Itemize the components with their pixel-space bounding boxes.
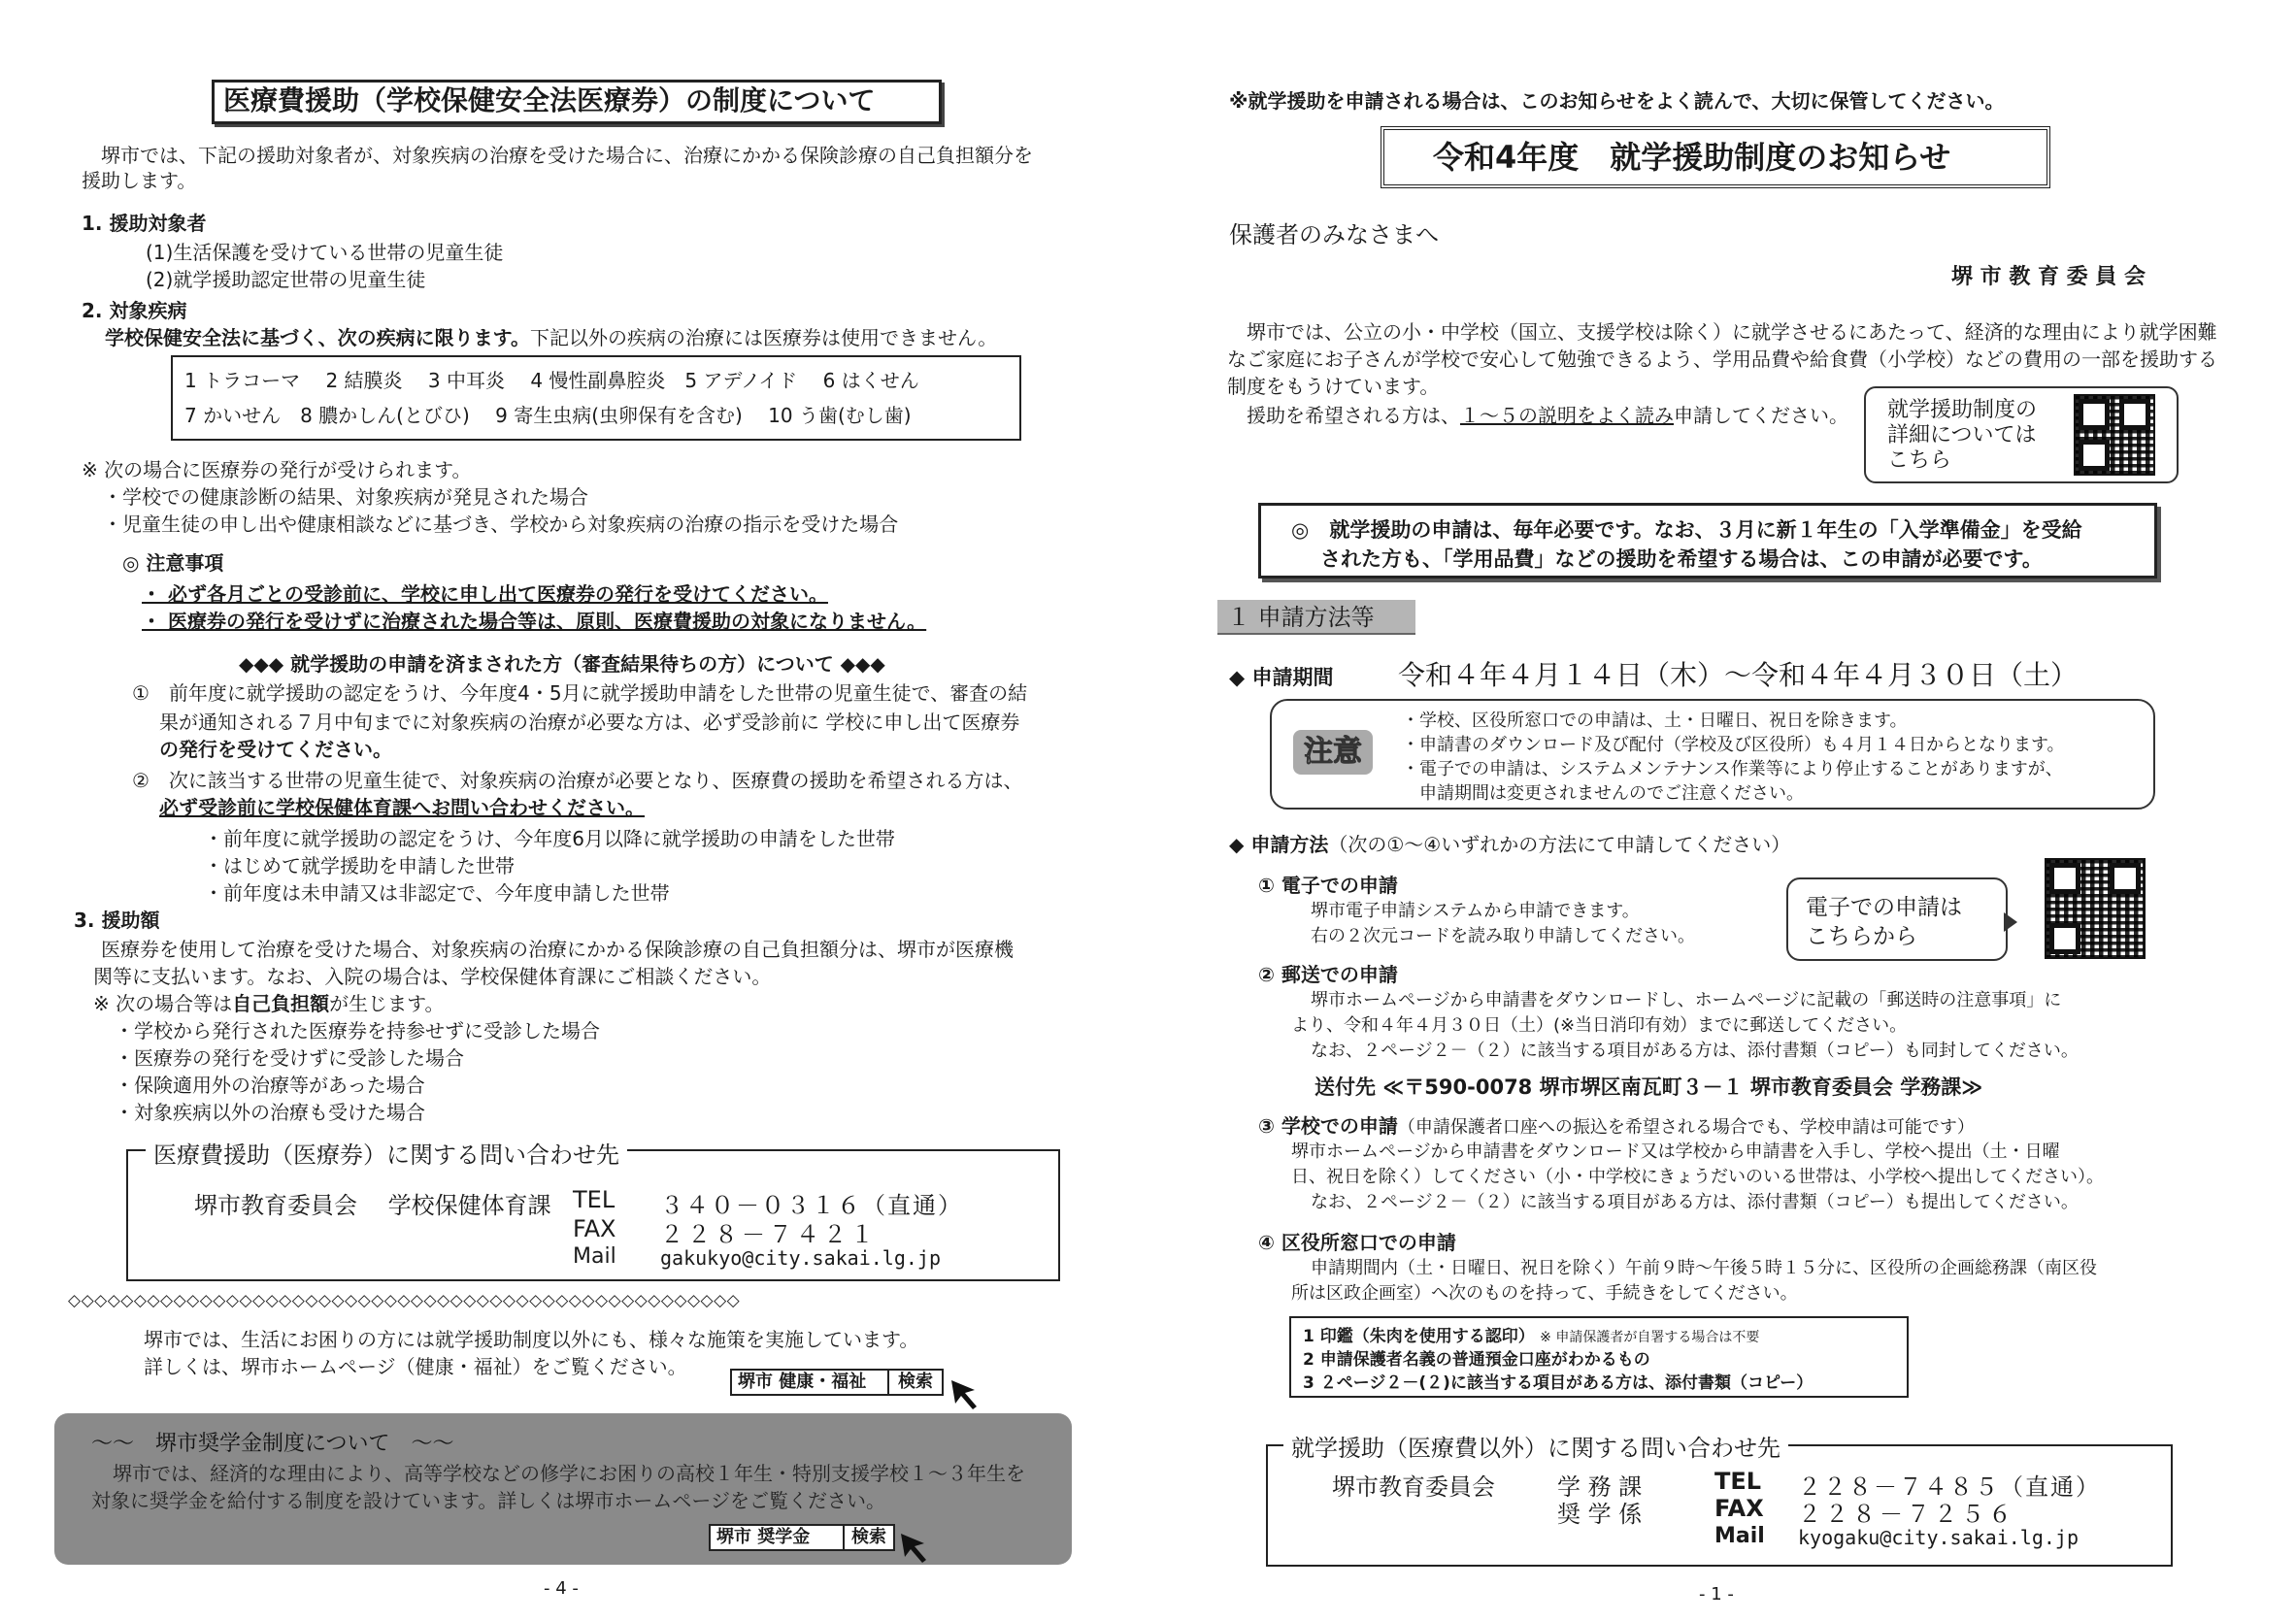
caution-badge: 注意 [1293, 730, 1373, 775]
method-note: （次の①～④いずれかの方法にて申請してください） [1328, 833, 1791, 856]
important-line-2: された方も、「学用品費」などの援助を希望する場合は、この申請が必要です。 [1320, 547, 2043, 571]
detail-link-line-1: 就学援助制度の [1887, 398, 2038, 422]
m3-heading-note: （申請保護者口座への振込を希望される場合でも、学校申請は可能です） [1397, 1117, 1975, 1138]
s3-item-3: ・保険適用外の治療等があった場合 [115, 1074, 425, 1097]
health-search-button[interactable]: 検索 [898, 1372, 933, 1392]
s3-item-1: ・学校から発行された医療券を持参せずに受診した場合 [115, 1019, 600, 1042]
s1-item-2: (2)就学援助認定世帯の児童生徒 [146, 268, 426, 291]
required-item-1-text: 1 印鑑（朱肉を使用する認印） [1303, 1327, 1535, 1346]
caution-line-4: 申請期間は変更されませんのでご注意ください。 [1402, 783, 1804, 804]
important-line-1: ◎ 就学援助の申請は、毎年必要です。なお、３月に新１年生の「入学準備金」を受給 [1291, 518, 2082, 542]
m4-line-1: 申請期間内（土・日曜日、祝日を除く）午前９時～午後５時１５分に、区役所の企画総務課（南区役 [1311, 1258, 2097, 1278]
caution-line-2: ・申請書のダウンロード及び配付（学校及び区役所）も４月１４日からとなります。 [1402, 735, 2065, 755]
note-item-1: ・学校での健康診断の結果、対象疾病が発見された場合 [103, 485, 588, 509]
e-apply-bubble-line-1: 電子での申請は [1806, 895, 1962, 920]
health-search-box[interactable] [730, 1369, 944, 1396]
right-tel: ２２８－７４８５（直通） [1798, 1473, 2101, 1501]
s3-item-4: ・対象疾病以外の治療も受けた場合 [115, 1101, 425, 1124]
s1-item-1: (1)生活保護を受けている世帯の児童生徒 [146, 241, 504, 264]
s2-lead [105, 324, 997, 351]
right-mail: kyogaku@city.sakai.lg.jp [1798, 1526, 2079, 1549]
m3-heading-line [1258, 1112, 1975, 1141]
left-intro-line-2: 援助します。 [82, 169, 197, 192]
period-value: 令和４年４月１４日（木）～令和４年４月３０日（土） [1398, 659, 2079, 691]
left-page [0, 0, 1146, 1621]
s3-note-a: ※ 次の場合等は [93, 992, 233, 1015]
other-line-1: 堺市では、生活にお困りの方には就学援助制度以外にも、様々な施策を実施しています。 [144, 1328, 919, 1351]
scholarship-heading: ～～ 堺市奨学金制度について ～～ [91, 1432, 454, 1456]
scholarship-cursor-icon [899, 1532, 932, 1565]
health-search-term: 堺市 健康・福祉 [732, 1371, 889, 1394]
m1-line-1: 堺市電子申請システムから申請できます。 [1311, 901, 1640, 921]
caution-item-1: ・ 必ず各月ごとの受診前に、学校に申し出て医療券の発行を受けてください。 [142, 582, 828, 606]
right-contact-div-1: 学 務 課 [1557, 1473, 1643, 1501]
left-contact-org: 堺市教育委員会 学校保健体育課 [194, 1192, 551, 1219]
pending-p1-c: の発行を受けてください。 [159, 738, 392, 761]
left-fax: ２２８－７４２１ [660, 1221, 878, 1248]
right-tel-label: TEL [1714, 1468, 1762, 1495]
right-intro-4a: 援助を希望される方は、 [1247, 404, 1460, 427]
detail-link-line-2: 詳細については [1887, 423, 2037, 447]
m3-line-3: なお、２ページ２－（２）に該当する項目がある方は、添付書類（コピー）も提出してください。 [1311, 1192, 2079, 1212]
right-fax: ２２８－７２５６ [1798, 1501, 2015, 1528]
left-page-number: - 4 - [544, 1578, 579, 1599]
m2-line-3: なお、２ページ２－（２）に該当する項目がある方は、添付書類（コピー）も同封してください。 [1311, 1041, 2079, 1061]
s3-item-2: ・医療券の発行を受けずに受診した場合 [115, 1046, 464, 1070]
s3-line-1: 医療券を使用して治療を受けた場合、対象疾病の治療にかかる保険診療の自己負担額分は、堺市が医療機 [101, 938, 1014, 961]
e-apply-bubble-tail [2004, 912, 2017, 932]
pending-p2-a: ② 次に該当する世帯の児童生徒で、対象疾病の治療が必要となり、医療費の援助を希望される方は、 [132, 769, 1023, 792]
s2-heading: 2. 対象疾病 [82, 299, 187, 322]
s3-note [93, 990, 445, 1017]
disease-row-2: 7 かいせん 8 膿かしん(とびひ) 9 寄生虫病(虫卵保有を含む) 10 う歯(むし歯) [184, 404, 912, 427]
left-contact-legend: 医療費援助（医療券）に関する問い合わせ先 [146, 1136, 627, 1170]
pending-heading: ◆◆◆ 就学援助の申請を済まされた方（審査結果待ちの方）について ◆◆◆ [239, 652, 885, 676]
m2-address: 送付先 ≪〒590-0078 堺市堺区南瓦町３－１ 堺市教育委員会 学務課≫ [1314, 1075, 1983, 1099]
left-tel: ３４０－０３１６（直通） [660, 1192, 963, 1219]
m3-line-1: 堺市ホームページから申請書をダウンロード又は学校から申請書を入手し、学校へ提出（土・日曜 [1291, 1141, 2060, 1162]
right-intro-1: 堺市では、公立の小・中学校（国立、支援学校は除く）に就学させるにあたって、経済的な理由により就学困難 [1247, 320, 2217, 344]
m1-heading: ① 電子での申請 [1258, 874, 1398, 897]
left-title: 医療費援助（学校保健安全法医療券）の制度について [223, 84, 876, 116]
s3-heading: 3. 援助額 [74, 909, 160, 932]
caution-line-1: ・学校、区役所窓口での申請は、土・日曜日、祝日を除きます。 [1402, 711, 1908, 731]
right-page-number: - 1 - [1699, 1584, 1734, 1604]
pending-p1-a: ① 前年度に就学援助の認定をうけ、今年度4・5月に就学援助申請をした世帯の児童生徒で、審査の結 [132, 681, 1028, 705]
s3-note-b: 自己負担額 [232, 992, 330, 1015]
scholarship-line-2: 対象に奨学金を給付する制度を設けています。詳しくは堺市ホームページをご覧ください。 [91, 1489, 885, 1512]
e-apply-qr-code[interactable] [2045, 858, 2146, 959]
required-item-2: 2 申請保護者名義の普通預金口座がわかるもの [1303, 1350, 1650, 1370]
method-label: ◆ 申請方法 [1229, 833, 1329, 856]
m1-line-2: 右の２次元コードを読み取り申請してください。 [1311, 926, 1695, 946]
pending-p1-b: 果が通知される７月中旬までに対象疾病の治療が必要な方は、必ず受診前に 学校に申し出て医療券 [159, 711, 1020, 734]
left-mail: gakukyo@city.sakai.lg.jp [660, 1246, 941, 1270]
e-apply-bubble-line-2: こちらから [1806, 924, 1917, 949]
scholarship-line-1: 堺市では、経済的な理由により、高等学校などの修学にお困りの高校１年生・特別支援学校１～３年生を [113, 1462, 1025, 1485]
period-label: ◆ 申請期間 [1229, 666, 1334, 689]
right-intro-4 [1247, 402, 1848, 429]
s2-lead-bold: 学校保健安全法に基づく、次の疾病に限ります。 [105, 326, 530, 349]
right-contact-legend: 就学援助（医療費以外）に関する問い合わせ先 [1283, 1429, 1788, 1463]
scholarship-search-box[interactable] [709, 1524, 895, 1551]
caution-heading: ◎ 注意事項 [122, 551, 224, 575]
m4-heading: ④ 区役所窓口での申請 [1258, 1231, 1456, 1254]
required-item-1 [1303, 1322, 1759, 1346]
right-intro-4b: １～５の説明をよく読み [1460, 404, 1674, 427]
caution-item-2: ・ 医療券の発行を受けずに治療された場合等は、原則、医療費援助の対象になりません。 [142, 610, 927, 633]
greeting: 保護者のみなさまへ [1229, 221, 1439, 248]
detail-qr-code[interactable] [2074, 394, 2155, 476]
disease-row-1: 1 トラコーマ 2 結膜炎 3 中耳炎 4 慢性副鼻腔炎 5 アデノイド 6 はくせん [184, 369, 919, 392]
right-contact-div-2: 奨 学 係 [1557, 1501, 1643, 1528]
m2-line-1: 堺市ホームページから申請書をダウンロードし、ホームページに記載の「郵送時の注意事項」に [1311, 990, 2062, 1010]
section1-heading: １ 申請方法等 [1217, 600, 1415, 635]
method-line [1229, 831, 1790, 858]
other-line-2: 詳しくは、堺市ホームページ（健康・福祉）をご覧ください。 [144, 1355, 687, 1378]
required-item-3: 3 ２ページ２－(２)に該当する項目がある方は、添付書類（コピー） [1303, 1373, 1814, 1393]
right-contact-org: 堺市教育委員会 [1332, 1473, 1495, 1501]
right-title: 令和4年度 就学援助制度のお知らせ [1433, 139, 1951, 176]
scholarship-search-term: 堺市 奨学金 [711, 1526, 845, 1549]
pending-p2-b: 必ず受診前に学校保健体育課へお問い合わせください。 [159, 796, 645, 819]
detail-link-line-3: こちら [1887, 448, 1952, 473]
m2-heading: ② 郵送での申請 [1258, 963, 1398, 986]
s3-note-c: が生じます。 [329, 992, 445, 1015]
s1-heading: 1. 援助対象者 [82, 212, 207, 235]
right-fax-label: FAX [1714, 1495, 1764, 1522]
left-divider: ◇◇◇◇◇◇◇◇◇◇◇◇◇◇◇◇◇◇◇◇◇◇◇◇◇◇◇◇◇◇◇◇◇◇◇◇◇◇◇◇◇◇◇◇◇◇◇◇◇◇◇ [68, 1291, 741, 1310]
left-tel-label: TEL [573, 1186, 616, 1213]
required-item-1-note: ※ 申請保護者が自署する場合は不要 [1540, 1330, 1760, 1345]
left-fax-label: FAX [573, 1215, 616, 1242]
right-mail-label: Mail [1714, 1524, 1765, 1548]
scholarship-search-button[interactable]: 検索 [851, 1527, 886, 1547]
right-page [1146, 0, 2296, 1621]
right-intro-3: 制度をもうけています。 [1227, 375, 1440, 398]
m3-line-2: 日、祝日を除く）してください（小・中学校にきょうだいのいる世帯は、小学校へ提出してください）。 [1291, 1167, 2104, 1187]
m2-line-2: より、令和４年４月３０日（土）(※当日消印有効）までに郵送してください。 [1291, 1015, 1908, 1036]
pending-item-1: ・前年度に就学援助の認定をうけ、今年度6月以降に就学援助の申請をした世帯 [204, 827, 895, 850]
s2-lead-rest: 下記以外の疾病の治療には医療券は使用できません。 [530, 326, 998, 349]
note-item-2: ・児童生徒の申し出や健康相談などに基づき、学校から対象疾病の治療の指示を受けた場合 [103, 513, 899, 536]
right-notice: ※就学援助を申請される場合は、このお知らせをよく読んで、大切に保管してください。 [1229, 89, 2005, 113]
s3-line-2: 関等に支払います。なお、入院の場合は、学校保健体育課にご相談ください。 [93, 965, 772, 988]
left-mail-label: Mail [573, 1244, 616, 1269]
caution-line-3: ・電子での申請は、システムメンテナンス作業等により停止することがありますが、 [1402, 759, 2063, 779]
right-intro-4c: 申請してください。 [1674, 404, 1848, 427]
m4-line-2: 所は区政企画室）へ次のものを持って、手続きをしてください。 [1291, 1283, 1798, 1304]
m3-heading: ③ 学校での申請 [1258, 1114, 1398, 1138]
right-intro-2: なご家庭にお子さんが学校で安心して勉強できるよう、学用品費や給食費（小学校）などの費用の一部を援助する [1227, 347, 2217, 371]
right-org: 堺 市 教 育 委 員 会 [1951, 265, 2146, 289]
health-cursor-icon [949, 1378, 982, 1411]
pending-item-2: ・はじめて就学援助を申請した世帯 [204, 854, 515, 877]
note-lead: ※ 次の場合に医療券の発行が受けられます。 [82, 458, 472, 481]
pending-item-3: ・前年度は未申請又は非認定で、今年度申請した世帯 [204, 881, 670, 905]
left-intro-line-1: 堺市では、下記の援助対象者が、対象疾病の治療を受けた場合に、治療にかかる保険診療の自己負担額分を [101, 144, 1033, 167]
